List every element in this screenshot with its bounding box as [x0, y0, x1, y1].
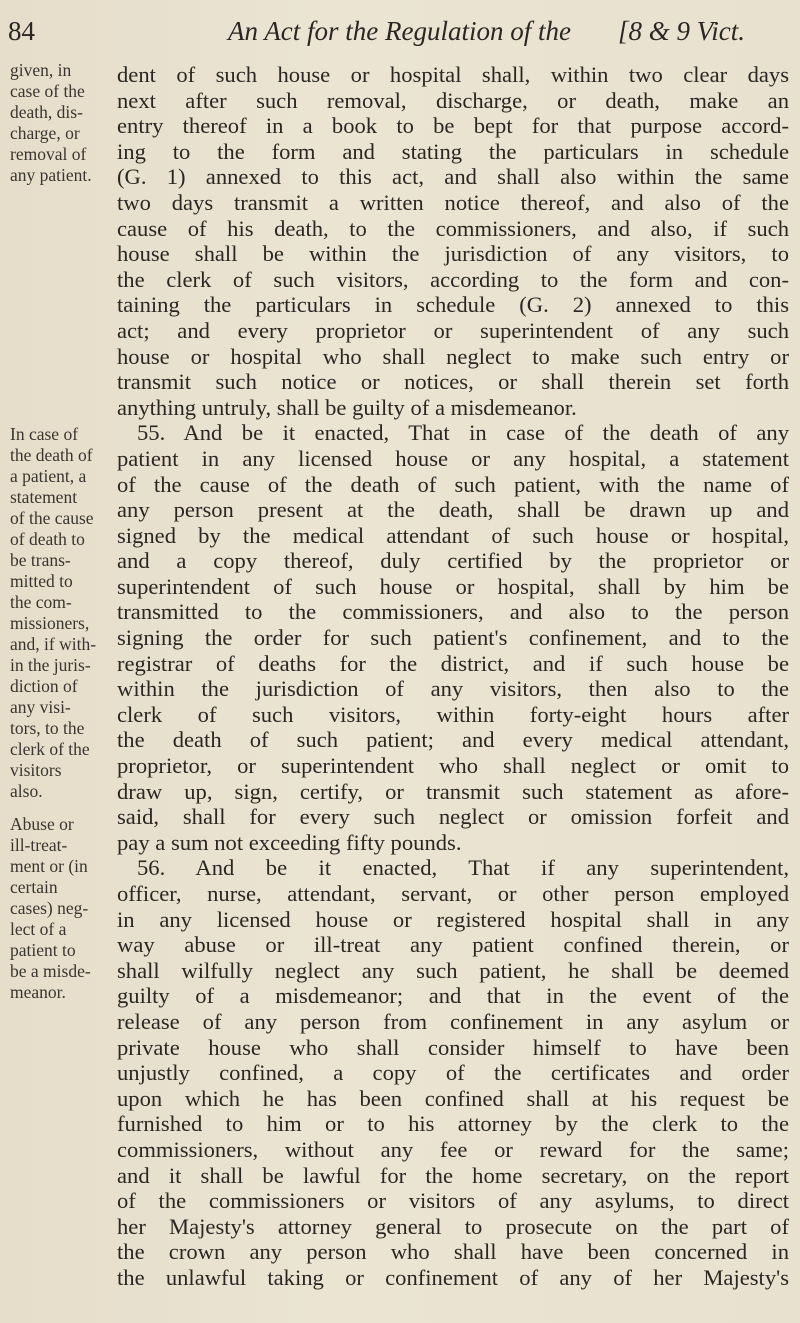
sidenote-line: missioners, — [10, 613, 90, 633]
sidenote-line: patient to — [10, 940, 76, 960]
body-line: proprietor, or superintendent who shall neglect or omit to — [117, 753, 789, 779]
body-line: unjustly confined, a copy of the certificates and order — [117, 1060, 789, 1086]
body-line: clerk of such visitors, within forty-eight hours after — [117, 701, 789, 727]
body-line: guilty of a misdemeanor; and that in the event of the — [117, 983, 789, 1009]
section-56-start: 56. And be it enacted, That if any superintendent, — [137, 855, 789, 881]
body-line: the crown any person who shall have been concerned in — [117, 1239, 789, 1265]
sidenote-line: ment or (in — [10, 856, 88, 876]
body-line: the unlawful taking or confinement of any of her Majesty's — [117, 1264, 789, 1290]
sidenote-abuse-misdemeanor — [10, 814, 102, 1003]
body-line: way abuse or ill-treat any patient confined therein, or — [117, 932, 789, 958]
body-line: superintendent of such house or hospital, shall by him be — [117, 573, 789, 599]
sidenote-line: mitted to — [10, 571, 73, 591]
body-line: house or hospital who shall neglect to make such entry or — [117, 343, 789, 369]
sidenote-line: and, if with- — [10, 634, 97, 654]
body-line: the death of such patient; and every medical attendant, — [117, 727, 789, 753]
body-line: transmit such notice or notices, or shall therein set forth — [117, 369, 789, 395]
body-line: her Majesty's attorney general to prosecute on the part of — [117, 1213, 789, 1239]
sidenote-line: ill-treat- — [10, 835, 68, 855]
body-line: and it shall be lawful for the home secretary, on the report — [117, 1162, 789, 1188]
sidenote-entry-in-book — [10, 60, 102, 186]
body-line: and a copy thereof, duly certified by the proprietor or — [117, 548, 789, 574]
sidenote-line: certain — [10, 877, 58, 897]
body-line: two days transmit a written notice thereof, and also of the — [117, 189, 789, 215]
sidenote-line: diction of — [10, 676, 78, 696]
body-line: in any licensed house or registered hospital shall in any — [117, 906, 789, 932]
sidenote-line: of death to — [10, 529, 85, 549]
sidenote-line: given, in — [10, 60, 72, 80]
body-line: shall wilfully neglect any such patient, he shall be deemed — [117, 957, 789, 983]
body-line: cause of his death, to the commissioners, and also, if such — [117, 215, 789, 241]
body-line: draw up, sign, certify, or transmit such statement as afore- — [117, 778, 789, 804]
body-line: of the commissioners or visitors of any asylums, to direct — [117, 1188, 789, 1214]
body-line: (G. 1) annexed to this act, and shall also within the same — [117, 164, 789, 190]
body-line: pay a sum not exceeding fifty pounds. — [117, 829, 462, 855]
sidenote-line: be a misde- — [10, 961, 91, 981]
body-line: within the jurisdiction of any visitors, then also to the — [117, 676, 789, 702]
body-line: registrar of deaths for the district, and if such house be — [117, 650, 789, 676]
body-line: any person present at the death, shall be drawn up and — [117, 497, 789, 523]
body-line: signing the order for such patient's confinement, and to the — [117, 625, 789, 651]
body-text — [117, 62, 789, 1291]
sidenote-line: death, dis- — [10, 102, 83, 122]
running-title: An Act for the Regulation of the — [228, 16, 571, 46]
sidenote-line: visitors — [10, 760, 62, 780]
sidenote-line: Abuse or — [10, 814, 74, 834]
body-line: private house who shall consider himself to have been — [117, 1034, 789, 1060]
body-line: said, shall for every such neglect or omission forfeit and — [117, 804, 789, 830]
sidenote-line: any visi- — [10, 697, 71, 717]
sidenote-line: tors, to the — [10, 718, 85, 738]
body-line: upon which he has been confined shall at his request be — [117, 1085, 789, 1111]
body-line: release of any person from confinement in any asylum or — [117, 1008, 789, 1034]
sidenote-line: in the juris- — [10, 655, 91, 675]
sidenote-line: the com- — [10, 592, 72, 612]
sidenote-line: a patient, a — [10, 466, 87, 486]
sidenote-line: clerk of the — [10, 739, 90, 759]
sidenote-line: case of the — [10, 81, 85, 101]
body-line: transmitted to the commissioners, and also to the person — [117, 599, 789, 625]
body-line: officer, nurse, attendant, servant, or other person employed — [117, 881, 789, 906]
body-line: ing to the form and stating the particulars in schedule — [117, 138, 789, 164]
body-line: act; and every proprietor or superintendent of any such — [117, 317, 789, 343]
section-55-start: 55. And be it enacted, That in case of the death of any — [137, 420, 789, 446]
body-line: house shall be within the jurisdiction of any visitors, to — [117, 241, 789, 267]
body-line: the clerk of such visitors, according to the form and con- — [117, 266, 789, 292]
body-line: taining the particulars in schedule (G. 2) annexed to this — [117, 292, 789, 318]
sidenote-line: the death of — [10, 445, 93, 465]
body-line: anything untruly, shall be guilty of a misdemeanor. — [117, 394, 577, 420]
body-line: commissioners, without any fee or reward for the same; — [117, 1136, 789, 1162]
sidenote-line: be trans- — [10, 550, 71, 570]
sidenote-line: In case of — [10, 424, 79, 444]
regnal-year: [8 & 9 Vict. — [618, 16, 745, 46]
body-line: patient in any licensed house or any hospital, a statement — [117, 445, 789, 471]
body-line: of the cause of the death of such patient, with the name of — [117, 471, 789, 497]
body-line: dent of such house or hospital shall, within two clear days — [117, 62, 789, 87]
sidenote-line: any patient. — [10, 165, 92, 185]
sidenote-death-statement — [10, 424, 102, 802]
sidenote-line: charge, or — [10, 123, 80, 143]
sidenote-line: removal of — [10, 144, 87, 164]
body-line: next after such removal, discharge, or death, make an — [117, 87, 789, 113]
body-line: furnished to him or to his attorney by the clerk to the — [117, 1111, 789, 1137]
sidenote-line: statement — [10, 487, 78, 507]
page-header — [0, 14, 800, 54]
sidenote-line: of the cause — [10, 508, 94, 528]
sidenote-line: lect of a — [10, 919, 67, 939]
sidenote-line: cases) neg- — [10, 898, 89, 918]
sidenote-line: meanor. — [10, 982, 66, 1002]
body-line: entry thereof in a book to be bept for that purpose accord- — [117, 113, 789, 139]
page-number: 84 — [8, 16, 35, 46]
body-line: signed by the medical attendant of such house or hospital, — [117, 522, 789, 548]
sidenote-line: also. — [10, 781, 43, 801]
